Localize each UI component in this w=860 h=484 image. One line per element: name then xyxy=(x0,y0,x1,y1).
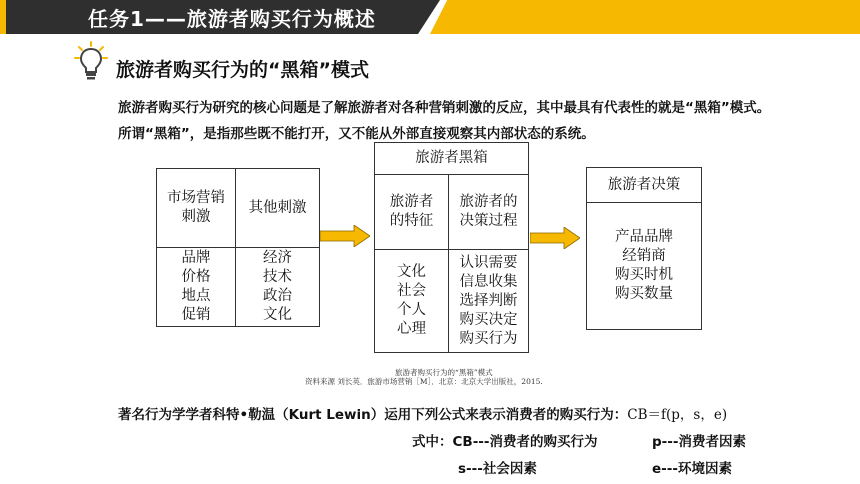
legend-cb: 式中：CB---消费者的购买行为 xyxy=(412,434,598,450)
arrow-right-icon xyxy=(530,227,580,249)
diagram-source: 资料来源 刘长英．旅游市场营销［M］．北京：北京大学出版社，2015. xyxy=(305,377,543,386)
title-bar xyxy=(0,0,860,34)
stimuli-other-head: 其他刺激 xyxy=(235,168,320,248)
decision-items: 产品品牌 经销商 购买时机 购买数量 xyxy=(586,202,702,330)
lightbulb-icon xyxy=(74,41,108,81)
stimuli-other-items: 经济 技术 政治 文化 xyxy=(235,247,320,327)
stimuli-marketing-head: 市场营销 刺激 xyxy=(156,168,236,248)
stimuli-marketing-items: 品牌 价格 地点 促销 xyxy=(156,247,236,327)
decision-title: 旅游者决策 xyxy=(586,167,702,203)
formula-line xyxy=(118,403,727,423)
blackbox-traits-head: 旅游者 的特征 xyxy=(374,174,449,250)
blackbox-title: 旅游者黑箱 xyxy=(374,142,529,175)
section-title: 旅游者购买行为的“黑箱”模式 xyxy=(116,59,369,81)
diagram-caption: 旅游者购买行为的“黑箱”模式 xyxy=(395,368,493,377)
blackbox-process-items: 认识需要 信息收集 选择判断 购买决定 购买行为 xyxy=(448,249,529,353)
blackbox-traits-items: 文化 社会 个人 心理 xyxy=(374,249,449,353)
title-bar-yellow-band xyxy=(430,0,860,34)
legend-p: p---消费者因素 xyxy=(652,434,746,450)
page-title: 任务1——旅游者购买行为概述 xyxy=(88,7,376,31)
blackbox-process-head: 旅游者的 决策过程 xyxy=(448,174,529,250)
title-bar-accent xyxy=(0,0,6,34)
arrow-right-icon xyxy=(320,225,370,247)
legend-e: e---环境因素 xyxy=(652,461,732,477)
legend-s: s---社会因素 xyxy=(458,461,537,477)
formula-text: 著名行为学学者科特•勒温（Kurt Lewin）运用下列公式来表示消费者的购买行为： xyxy=(118,407,628,423)
intro-line-2: 所谓“黑箱”，是指那些既不能打开，又不能从外部直接观察其内部状态的系统。 xyxy=(118,126,595,142)
formula-expression: CB＝f(p，s，e) xyxy=(627,407,728,423)
intro-line-1: 旅游者购买行为研究的核心问题是了解旅游者对各种营销刺激的反应，其中最具有代表性的就是“黑箱”模式。 xyxy=(118,100,771,116)
